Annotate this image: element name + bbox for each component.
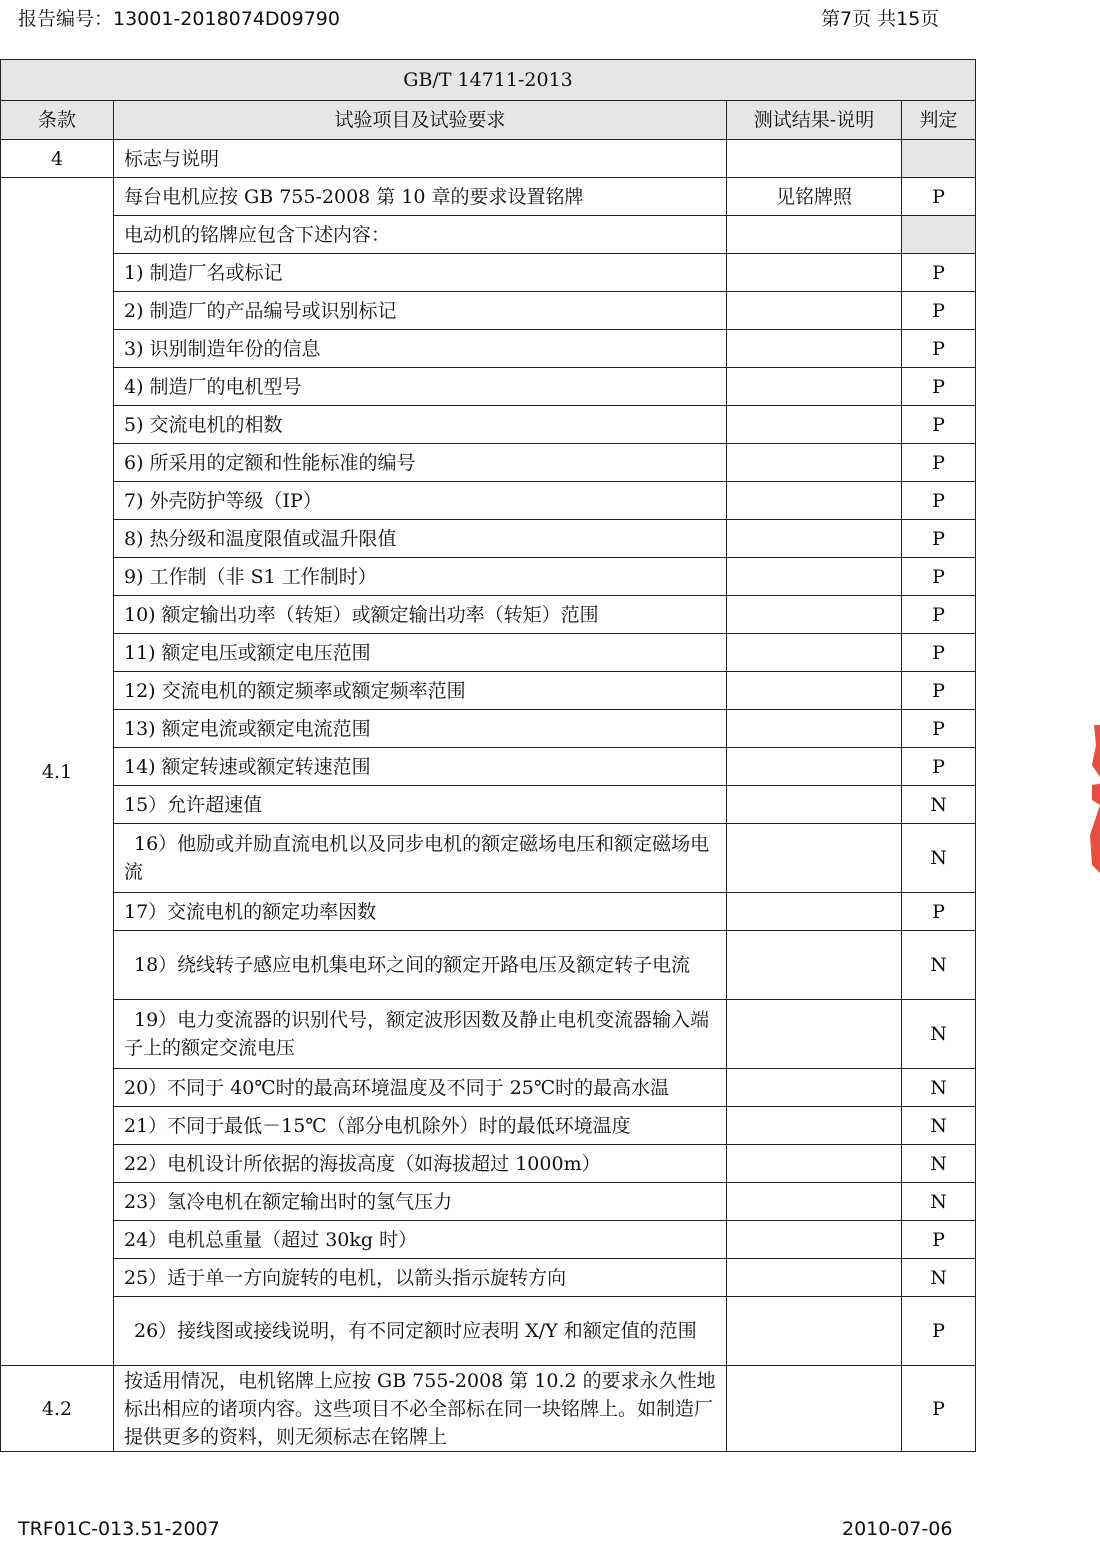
table-row <box>1 444 976 482</box>
result-cell <box>727 1221 902 1259</box>
clause-cell: 4.1 <box>1 178 114 1366</box>
requirement-cell: 26）接线图或接线说明，有不同定额时应表明 X/Y 和额定值的范围 <box>114 1297 727 1366</box>
verdict-cell <box>902 216 976 254</box>
standard-title: GB/T 14711-2013 <box>1 60 976 101</box>
table-row <box>1 1297 976 1366</box>
result-cell <box>727 1259 902 1297</box>
footer-date: 2010-07-06 <box>842 1518 953 1540</box>
table-row <box>1 520 976 558</box>
requirement-cell: 19）电力变流器的识别代号，额定波形因数及静止电机变流器输入端子上的额定交流电压 <box>114 1000 727 1069</box>
requirement-cell: 22）电机设计所依据的海拔高度（如海拔超过 1000m） <box>114 1145 727 1183</box>
result-cell <box>727 1145 902 1183</box>
report-number: 报告编号：13001-2018074D09790 <box>18 8 340 30</box>
verdict-cell: P <box>902 330 976 368</box>
verdict-cell: P <box>902 254 976 292</box>
verdict-cell: P <box>902 558 976 596</box>
verdict-cell: N <box>902 931 976 1000</box>
col-result-header: 测试结果-说明 <box>727 101 902 140</box>
requirement-cell: 24）电机总重量（超过 30kg 时） <box>114 1221 727 1259</box>
table-row <box>1 254 976 292</box>
table-row <box>1 1145 976 1183</box>
verdict-cell: P <box>902 482 976 520</box>
requirement-cell: 5) 交流电机的相数 <box>114 406 727 444</box>
page-indicator: 第7页 共15页 <box>821 8 940 30</box>
table-row <box>1 1000 976 1069</box>
form-number: TRF01C-013.51-2007 <box>18 1518 220 1540</box>
table-row <box>1 748 976 786</box>
table-row <box>1 1183 976 1221</box>
result-cell <box>727 520 902 558</box>
result-cell: 见铭牌照 <box>727 178 902 216</box>
table-row <box>1 292 976 330</box>
result-cell <box>727 1069 902 1107</box>
requirement-cell: 15）允许超速值 <box>114 786 727 824</box>
red-seal-stamp <box>1082 725 1100 955</box>
verdict-cell: N <box>902 1259 976 1297</box>
result-cell <box>727 368 902 406</box>
result-cell <box>727 786 902 824</box>
requirement-cell: 8) 热分级和温度限值或温升限值 <box>114 520 727 558</box>
verdict-cell: P <box>902 406 976 444</box>
requirement-cell: 6) 所采用的定额和性能标准的编号 <box>114 444 727 482</box>
result-cell <box>727 596 902 634</box>
table-row <box>1 893 976 931</box>
requirement-cell: 1) 制造厂名或标记 <box>114 254 727 292</box>
result-cell <box>727 893 902 931</box>
verdict-cell: P <box>902 178 976 216</box>
table-row <box>1 1366 976 1452</box>
table-row <box>1 1259 976 1297</box>
table-row <box>1 406 976 444</box>
requirement-cell: 12) 交流电机的额定频率或额定频率范围 <box>114 672 727 710</box>
table-row <box>1 710 976 748</box>
requirement-cell: 标志与说明 <box>114 140 727 178</box>
col-clause-header: 条款 <box>1 101 114 140</box>
result-cell <box>727 1107 902 1145</box>
requirement-cell: 23）氢冷电机在额定输出时的氢气压力 <box>114 1183 727 1221</box>
requirement-cell: 14) 额定转速或额定转速范围 <box>114 748 727 786</box>
result-cell <box>727 1366 902 1452</box>
verdict-cell: N <box>902 786 976 824</box>
requirement-cell: 按适用情况，电机铭牌上应按 GB 755-2008 第 10.2 的要求永久性地标出相应的诸项内容。这些项目不必全部标在同一块铭牌上。如制造厂提供更多的资料，则无须标志在铭牌上 <box>114 1366 727 1452</box>
requirement-cell: 9) 工作制（非 S1 工作制时） <box>114 558 727 596</box>
verdict-cell: P <box>902 368 976 406</box>
verdict-cell: P <box>902 1297 976 1366</box>
table-row <box>1 596 976 634</box>
requirement-cell: 4) 制造厂的电机型号 <box>114 368 727 406</box>
requirement-cell: 7) 外壳防护等级（IP） <box>114 482 727 520</box>
requirement-cell: 每台电机应按 GB 755-2008 第 10 章的要求设置铭牌 <box>114 178 727 216</box>
table-row <box>1 482 976 520</box>
verdict-cell: N <box>902 1183 976 1221</box>
verdict-cell: N <box>902 1069 976 1107</box>
col-item-header: 试验项目及试验要求 <box>114 101 727 140</box>
table-row <box>1 1221 976 1259</box>
clause-cell: 4.2 <box>1 1366 114 1452</box>
verdict-cell: P <box>902 444 976 482</box>
requirement-cell: 20）不同于 40℃时的最高环境温度及不同于 25℃时的最高水温 <box>114 1069 727 1107</box>
result-cell <box>727 634 902 672</box>
result-cell <box>727 1297 902 1366</box>
verdict-cell: P <box>902 893 976 931</box>
table-row <box>1 216 976 254</box>
table-row <box>1 672 976 710</box>
table-row <box>1 1107 976 1145</box>
table-row <box>1 178 976 216</box>
requirement-cell: 13) 额定电流或额定电流范围 <box>114 710 727 748</box>
result-cell <box>727 710 902 748</box>
verdict-cell: N <box>902 824 976 893</box>
result-cell <box>727 444 902 482</box>
table-row <box>1 140 976 178</box>
requirement-cell: 2) 制造厂的产品编号或识别标记 <box>114 292 727 330</box>
result-cell <box>727 1183 902 1221</box>
requirement-cell: 18）绕线转子感应电机集电环之间的额定开路电压及额定转子电流 <box>114 931 727 1000</box>
result-cell <box>727 140 902 178</box>
table-row <box>1 368 976 406</box>
result-cell <box>727 748 902 786</box>
verdict-cell: P <box>902 634 976 672</box>
verdict-cell: P <box>902 520 976 558</box>
requirement-cell: 3) 识别制造年份的信息 <box>114 330 727 368</box>
verdict-cell: N <box>902 1000 976 1069</box>
result-cell <box>727 292 902 330</box>
verdict-cell: P <box>902 1366 976 1452</box>
table-row <box>1 634 976 672</box>
result-cell <box>727 931 902 1000</box>
requirement-cell: 11) 额定电压或额定电压范围 <box>114 634 727 672</box>
verdict-cell: N <box>902 1107 976 1145</box>
result-cell <box>727 824 902 893</box>
table-row <box>1 1069 976 1107</box>
verdict-cell: P <box>902 292 976 330</box>
verdict-cell: P <box>902 596 976 634</box>
result-cell <box>727 330 902 368</box>
clause-cell: 4 <box>1 140 114 178</box>
result-cell <box>727 1000 902 1069</box>
result-cell <box>727 672 902 710</box>
verdict-cell <box>902 140 976 178</box>
table-row <box>1 824 976 893</box>
result-cell <box>727 482 902 520</box>
table-row <box>1 786 976 824</box>
verdict-cell: P <box>902 1221 976 1259</box>
result-cell <box>727 216 902 254</box>
result-cell <box>727 254 902 292</box>
table-row <box>1 931 976 1000</box>
verdict-cell: P <box>902 748 976 786</box>
requirement-cell: 25）适于单一方向旋转的电机，以箭头指示旋转方向 <box>114 1259 727 1297</box>
col-verdict-header: 判定 <box>902 101 976 140</box>
verdict-cell: N <box>902 1145 976 1183</box>
requirement-cell: 16）他励或并励直流电机以及同步电机的额定磁场电压和额定磁场电流 <box>114 824 727 893</box>
requirement-cell: 10) 额定输出功率（转矩）或额定输出功率（转矩）范围 <box>114 596 727 634</box>
table-row <box>1 558 976 596</box>
result-cell <box>727 406 902 444</box>
table-row <box>1 330 976 368</box>
requirement-cell: 电动机的铭牌应包含下述内容： <box>114 216 727 254</box>
verdict-cell: P <box>902 710 976 748</box>
requirement-cell: 17）交流电机的额定功率因数 <box>114 893 727 931</box>
standard-row <box>1 60 976 101</box>
requirement-cell: 21）不同于最低－15℃（部分电机除外）时的最低环境温度 <box>114 1107 727 1145</box>
result-cell <box>727 558 902 596</box>
table-header <box>1 101 976 140</box>
verdict-cell: P <box>902 672 976 710</box>
test-table <box>0 59 976 1452</box>
